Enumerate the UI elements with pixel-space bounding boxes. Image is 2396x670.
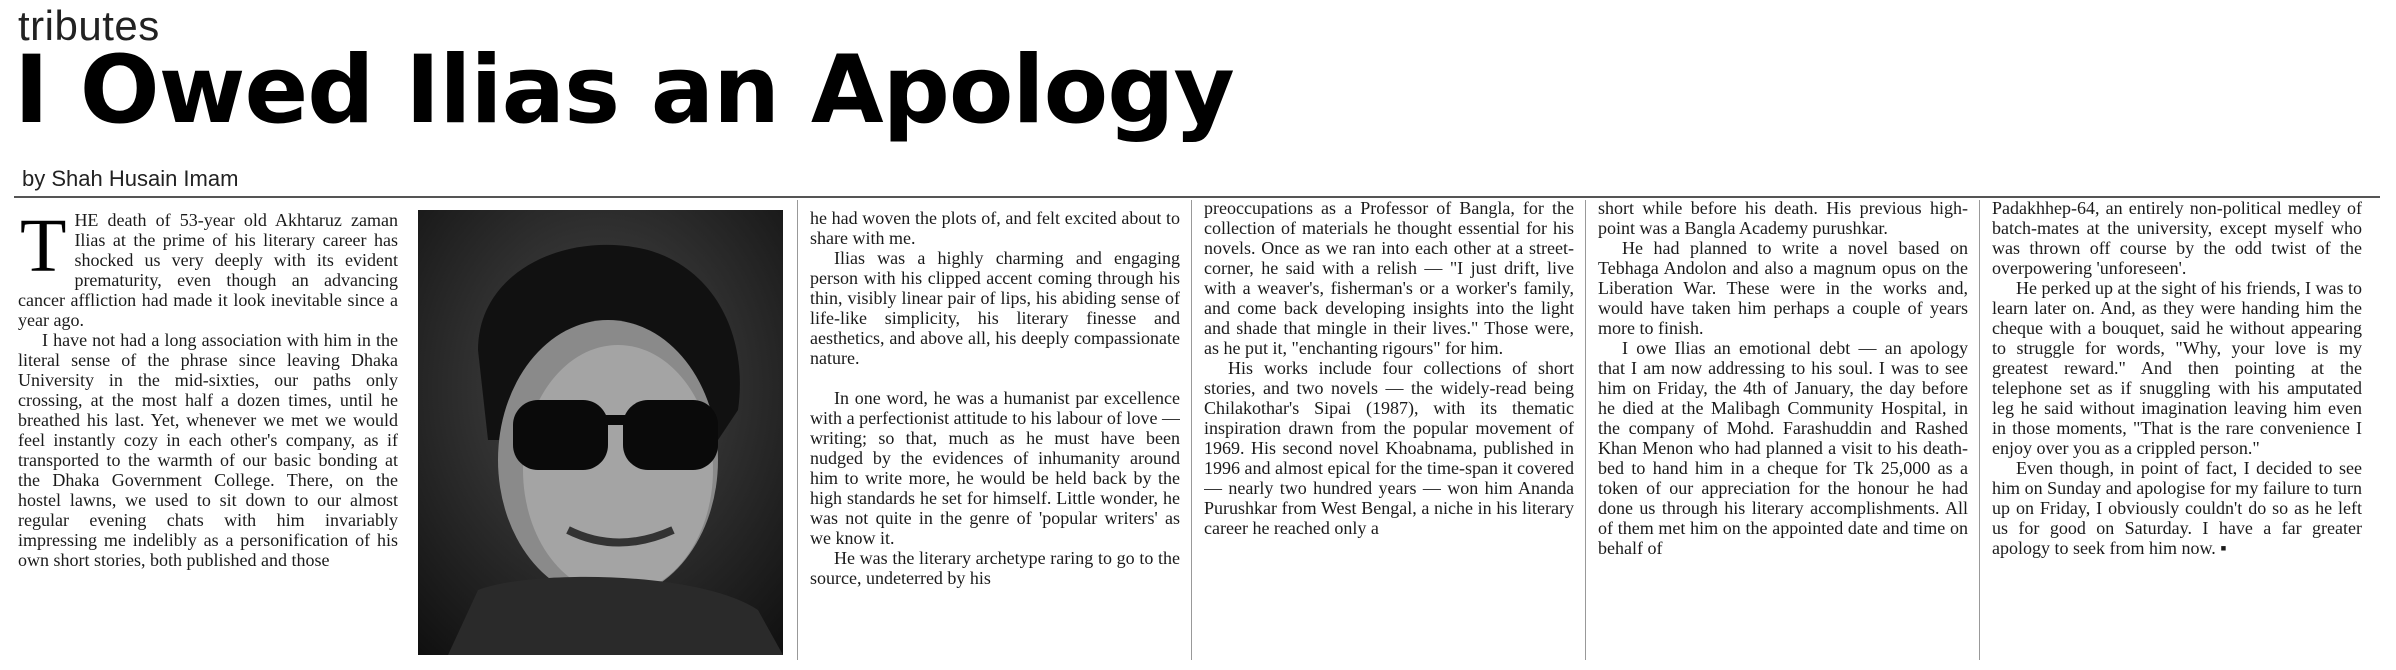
headline: I Owed Ilias an Apology bbox=[14, 36, 1234, 145]
paragraph: he had woven the plots of, and felt excited about to share with me. bbox=[810, 208, 1180, 248]
article-column-5 bbox=[1992, 198, 2362, 662]
paragraph: I owe Ilias an emotional debt — an apology that I am now addressing to his soul. I was to see him on Friday, the 4th of January, the day before he died at the Malibagh Community Hospital, in the company of Mohd. Farashuddin and Rashed Khan Menon who had planned a visit to his death-bed to hand him in a cheque for Tk 25,000 as a token of our appreciation for the honour he had done us through his literary accomplishments. All of them met him on the appointed date and time on behalf of bbox=[1598, 338, 1968, 558]
paragraph: His works include four collections of short stories, and two novels — the widely-read being Chilakothar's Sipai (1987), with its thematic inspiration drawn from the popular movement of 1969. His second novel Khoabnama, published in 1996 and almost epical for the time-span it covered — nearly two hundred years — won him Ananda Purushkar from West Bengal, a niche in his literary career he reached only a bbox=[1204, 358, 1574, 538]
column-divider bbox=[797, 200, 798, 660]
column-divider bbox=[1191, 200, 1192, 660]
column-divider bbox=[1585, 200, 1586, 660]
article-column-4 bbox=[1598, 198, 1968, 662]
article-column-2 bbox=[810, 208, 1180, 662]
article-column-3 bbox=[1204, 198, 1574, 662]
paragraph: preoccupations as a Professor of Bangla, for the collection of materials he thought essential for his novels. Once as we ran into each other at a street-corner, he said with a relish — "I just drift, live with a weaver's, fisherman's or a worker's family, and come back developing insights into the light and shade that mingle in their lives." Those were, as he put it, "enchanting rigours" for him. bbox=[1204, 198, 1574, 358]
paragraph: In one word, he was a humanist par excellence with a perfectionist attitude to his labour of love — writing; so that, much as he must have been nudged by the evidences of inhumanity around him to write more, he would be held back by the high standards he set for himself. Little wonder, he was not quite in the genre of 'popular writers' as we know it. bbox=[810, 388, 1180, 548]
portrait-image bbox=[418, 210, 783, 655]
drop-cap: T bbox=[20, 210, 67, 288]
paragraph: Padakhhep-64, an entirely non-political medley of batch-mates at the university, except myself who was thrown off course by the odd twist of the overpowering 'unforeseen'. bbox=[1992, 198, 2362, 278]
paragraph: He was the literary archetype raring to go to the source, undeterred by his bbox=[810, 548, 1180, 588]
section-kicker: tributes bbox=[18, 2, 160, 49]
paragraph: Even though, in point of fact, I decided to see him on Sunday and apologise for my failure to turn up on Friday, I obviously couldn't do so as he left us for good on Saturday. I have a far greater apology to seek from him now. ▪ bbox=[1992, 458, 2362, 558]
column-divider bbox=[1979, 200, 1980, 660]
paragraph: He had planned to write a novel based on Tebhaga Andolon and also a magnum opus on the Liberation War. These were in the works and, would have taken him perhaps a couple of years more to finish. bbox=[1598, 238, 1968, 338]
byline: by Shah Husain Imam bbox=[22, 166, 239, 191]
paragraph: short while before his death. His previous high-point was a Bangla Academy purushkar. bbox=[1598, 198, 1968, 238]
paragraph: Ilias was a highly charming and engaging person with his clipped accent coming through his thin, visibly linear pair of lips, his abiding sense of life-like simplicity, his literary finesse and aesthetics, and above all, his deeply compassionate nature. bbox=[810, 248, 1180, 368]
author-portrait-photo bbox=[418, 210, 783, 655]
paragraph: I have not had a long association with him in the literal sense of the phrase since leaving Dhaka University in the mid-sixties, our paths only crossing, at the most half a dozen times, until he breathed his last. Yet, whenever we met we would feel instantly cozy in each other's company, as if transported to the warmth of our basic bonding at the Dhaka Government College. There, on the hostel lawns, we used to sit down to our almost regular evening chats with him invariably impressing me indelibly as a personification of his own short stories, both published and those bbox=[18, 330, 398, 570]
paragraph: He perked up at the sight of his friends, I was to learn later on. And, as they were handing him the cheque with a bouquet, said he without appearing to struggle for words, "Why, your love is my greatest reward." And then pointing at the telephone set as if snuggling with his amputated leg he said without imagination leaving him even in those moments, "That is the rare convenience I enjoy over you as a crippled person." bbox=[1992, 278, 2362, 458]
paragraph: HE death of 53-year old Akhtaruz zaman Ilias at the prime of his literary career has shocked us very deeply with its evident prematurity, even though an advancing cancer affliction had made it look inevitable since a year ago. bbox=[18, 210, 398, 330]
article-column-1 bbox=[18, 210, 398, 662]
